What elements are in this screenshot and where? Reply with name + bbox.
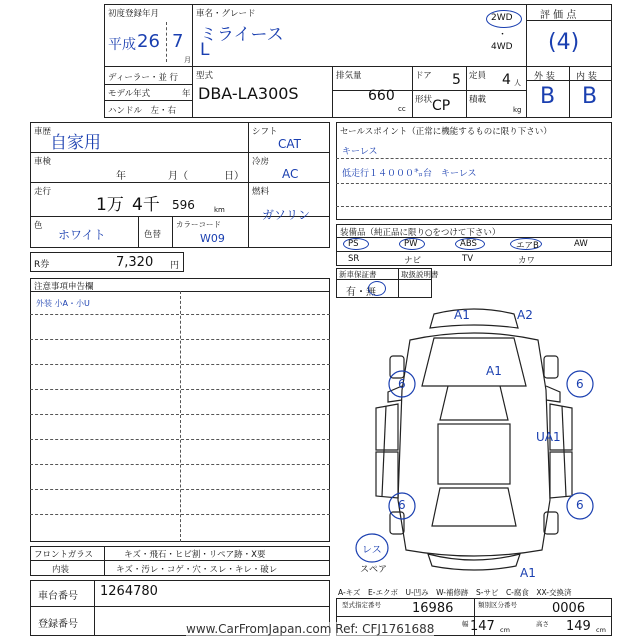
equip-sr: SR [348,254,360,264]
inspection-day: 日） [224,171,244,182]
spare-label: スペア [360,565,388,575]
shift-label: シフト [252,127,278,137]
displacement-label: 排気量 [336,71,362,81]
reg-month: 7 [172,31,184,52]
doors-value: 5 [452,72,461,88]
warranty-value: 有・無 [346,287,376,298]
usage-label: 車歴 [34,127,52,137]
car-grade: L [200,40,210,60]
exterior-value: B [540,84,556,109]
model-year-unit: 年 [182,89,191,99]
capacity-label: 定員 [469,71,487,81]
mark-side-ua1: UA1 [536,430,561,444]
width-value: 147 [470,619,495,634]
interior-notes-label: 内装 [52,565,70,575]
equip-leather: カワ [518,256,536,266]
warranty-label: 新車保証書 [339,270,377,279]
class-label: 類別区分番号 [478,601,517,609]
inspection-label: 車検 [34,157,52,167]
displacement-unit: cc [398,105,406,113]
equip-airbag: エアB [516,241,539,251]
mark-wheel-fl: 6 [398,377,406,391]
interior-value: B [582,84,598,109]
interior-notes-options: キズ・汚レ・コゲ・穴・スレ・キレ・破レ [116,565,278,575]
shape-value: CP [432,98,451,114]
four-wd: 4WD [491,42,513,52]
model-value: DBA-LA300S [198,84,299,103]
reg-number-label: 登録番号 [38,619,78,630]
interior-label: 内 装 [576,72,597,82]
paint-label: 色替 [144,230,162,240]
windshield-options: キズ・飛石・ヒビ割・リペア跡・X要 [124,550,266,560]
equip-ps: PS [348,239,359,249]
chassis-label: 車台番号 [38,591,78,602]
mileage-sen: 4千 [132,195,160,215]
mark-wheel-rr: 6 [576,498,584,512]
manual-label: 取扱説明書 [401,270,439,279]
inspection-month: 月（ [168,171,188,182]
doors-label: ドア [415,71,432,81]
mark-rear-a1: A1 [520,566,536,580]
mileage-rest: 596 [172,198,195,212]
mark-hood-a1: A1 [486,364,502,378]
recycle-block [30,252,184,272]
model-label: 型式 [196,71,214,81]
dealer-label: ディーラー・並 行 [108,73,179,83]
chassis-value: 1264780 [100,584,158,599]
spare-mark: レス [362,545,382,556]
equip-tv: TV [462,254,474,264]
equip-navi: ナビ [404,256,422,266]
reg-year: 26 [137,31,160,52]
watermark: www.CarFromJapan.com Ref: CFJ1761688 [186,622,435,636]
shape-label: 形状 [415,95,433,105]
height-label: 高さ [536,620,549,628]
height-unit: cm [596,626,606,634]
fuel-value: ガソリン [262,208,311,222]
mark-wheel-fr: 6 [576,377,584,391]
car-name: ミライース [200,25,284,45]
color-code-label: カラーコード [176,220,221,229]
mark-front-a2: A2 [517,308,533,322]
usage-value: 自家用 [50,133,101,153]
score-value: (4) [548,30,580,55]
steering-label: ハンドル 左・右 [108,106,177,116]
inspection-year: 年 [116,171,126,182]
aircon-label: 冷房 [252,157,270,167]
color-label: 色 [34,221,43,231]
aircon-value: AC [282,167,299,181]
type-value: 16986 [412,601,454,616]
displacement-value: 660 [368,88,395,104]
windshield-label: フロントガラス [34,550,93,560]
first-registration-label: 初度登録年月 [108,9,160,19]
class-value: 0006 [552,601,586,616]
width-label: 幅 [462,620,469,628]
color-value: ホワイト [58,228,106,242]
recycle-value: 7,320 [116,255,154,270]
drive-dot: ・ [498,30,508,40]
height-value: 149 [566,619,591,634]
fuel-label: 燃料 [252,187,270,197]
sales-points-label: セールスポイント（正常に機能するものに限り下さい） [340,127,552,137]
car-diagram [336,300,612,580]
reg-month-unit: 月 [184,56,191,64]
notes-label: 注意事項申告欄 [34,282,94,292]
type-label: 型式指定番号 [342,601,381,609]
exterior-label: 外 装 [534,72,555,82]
score-label: 評 価 点 [540,10,577,21]
capacity-value: 4 [502,72,511,88]
shift-value: CAT [278,137,301,151]
mark-front-a1: A1 [454,308,470,322]
load-unit: kg [513,106,522,114]
two-wd: 2WD [491,13,513,23]
damage-legend: A-キズ E-エクボ U-凹み W-補修跡 S-サビ C-腐食 XX-交換済 [338,588,572,597]
recycle-unit: 円 [170,261,180,271]
width-unit: cm [500,626,510,634]
mark-wheel-rl: 6 [398,498,406,512]
equipment-label: 装備品（純正品に限り○をつけて下さい） [340,228,501,238]
mileage-unit: km [214,206,225,214]
equip-aw: AW [574,239,588,249]
capacity-unit: 人 [514,79,521,87]
equip-abs: ABS [460,239,477,249]
equip-pw: PW [404,239,418,249]
era-text: 平成 [108,37,136,53]
notes-line-1: 外装 小A・小U [36,299,90,308]
model-year-label: モデル年式 [108,89,151,99]
mileage-man: 1万 [96,195,124,215]
car-name-label: 車名・グレード [196,9,256,19]
sales-point-1: キーレス [342,147,378,157]
mileage-label: 走行 [34,187,52,197]
load-label: 積載 [469,95,487,105]
sales-point-2: 低走行１４０００㌔台 キーレス [342,169,477,179]
recycle-label: R券 [34,260,50,270]
color-code: W09 [200,232,225,245]
